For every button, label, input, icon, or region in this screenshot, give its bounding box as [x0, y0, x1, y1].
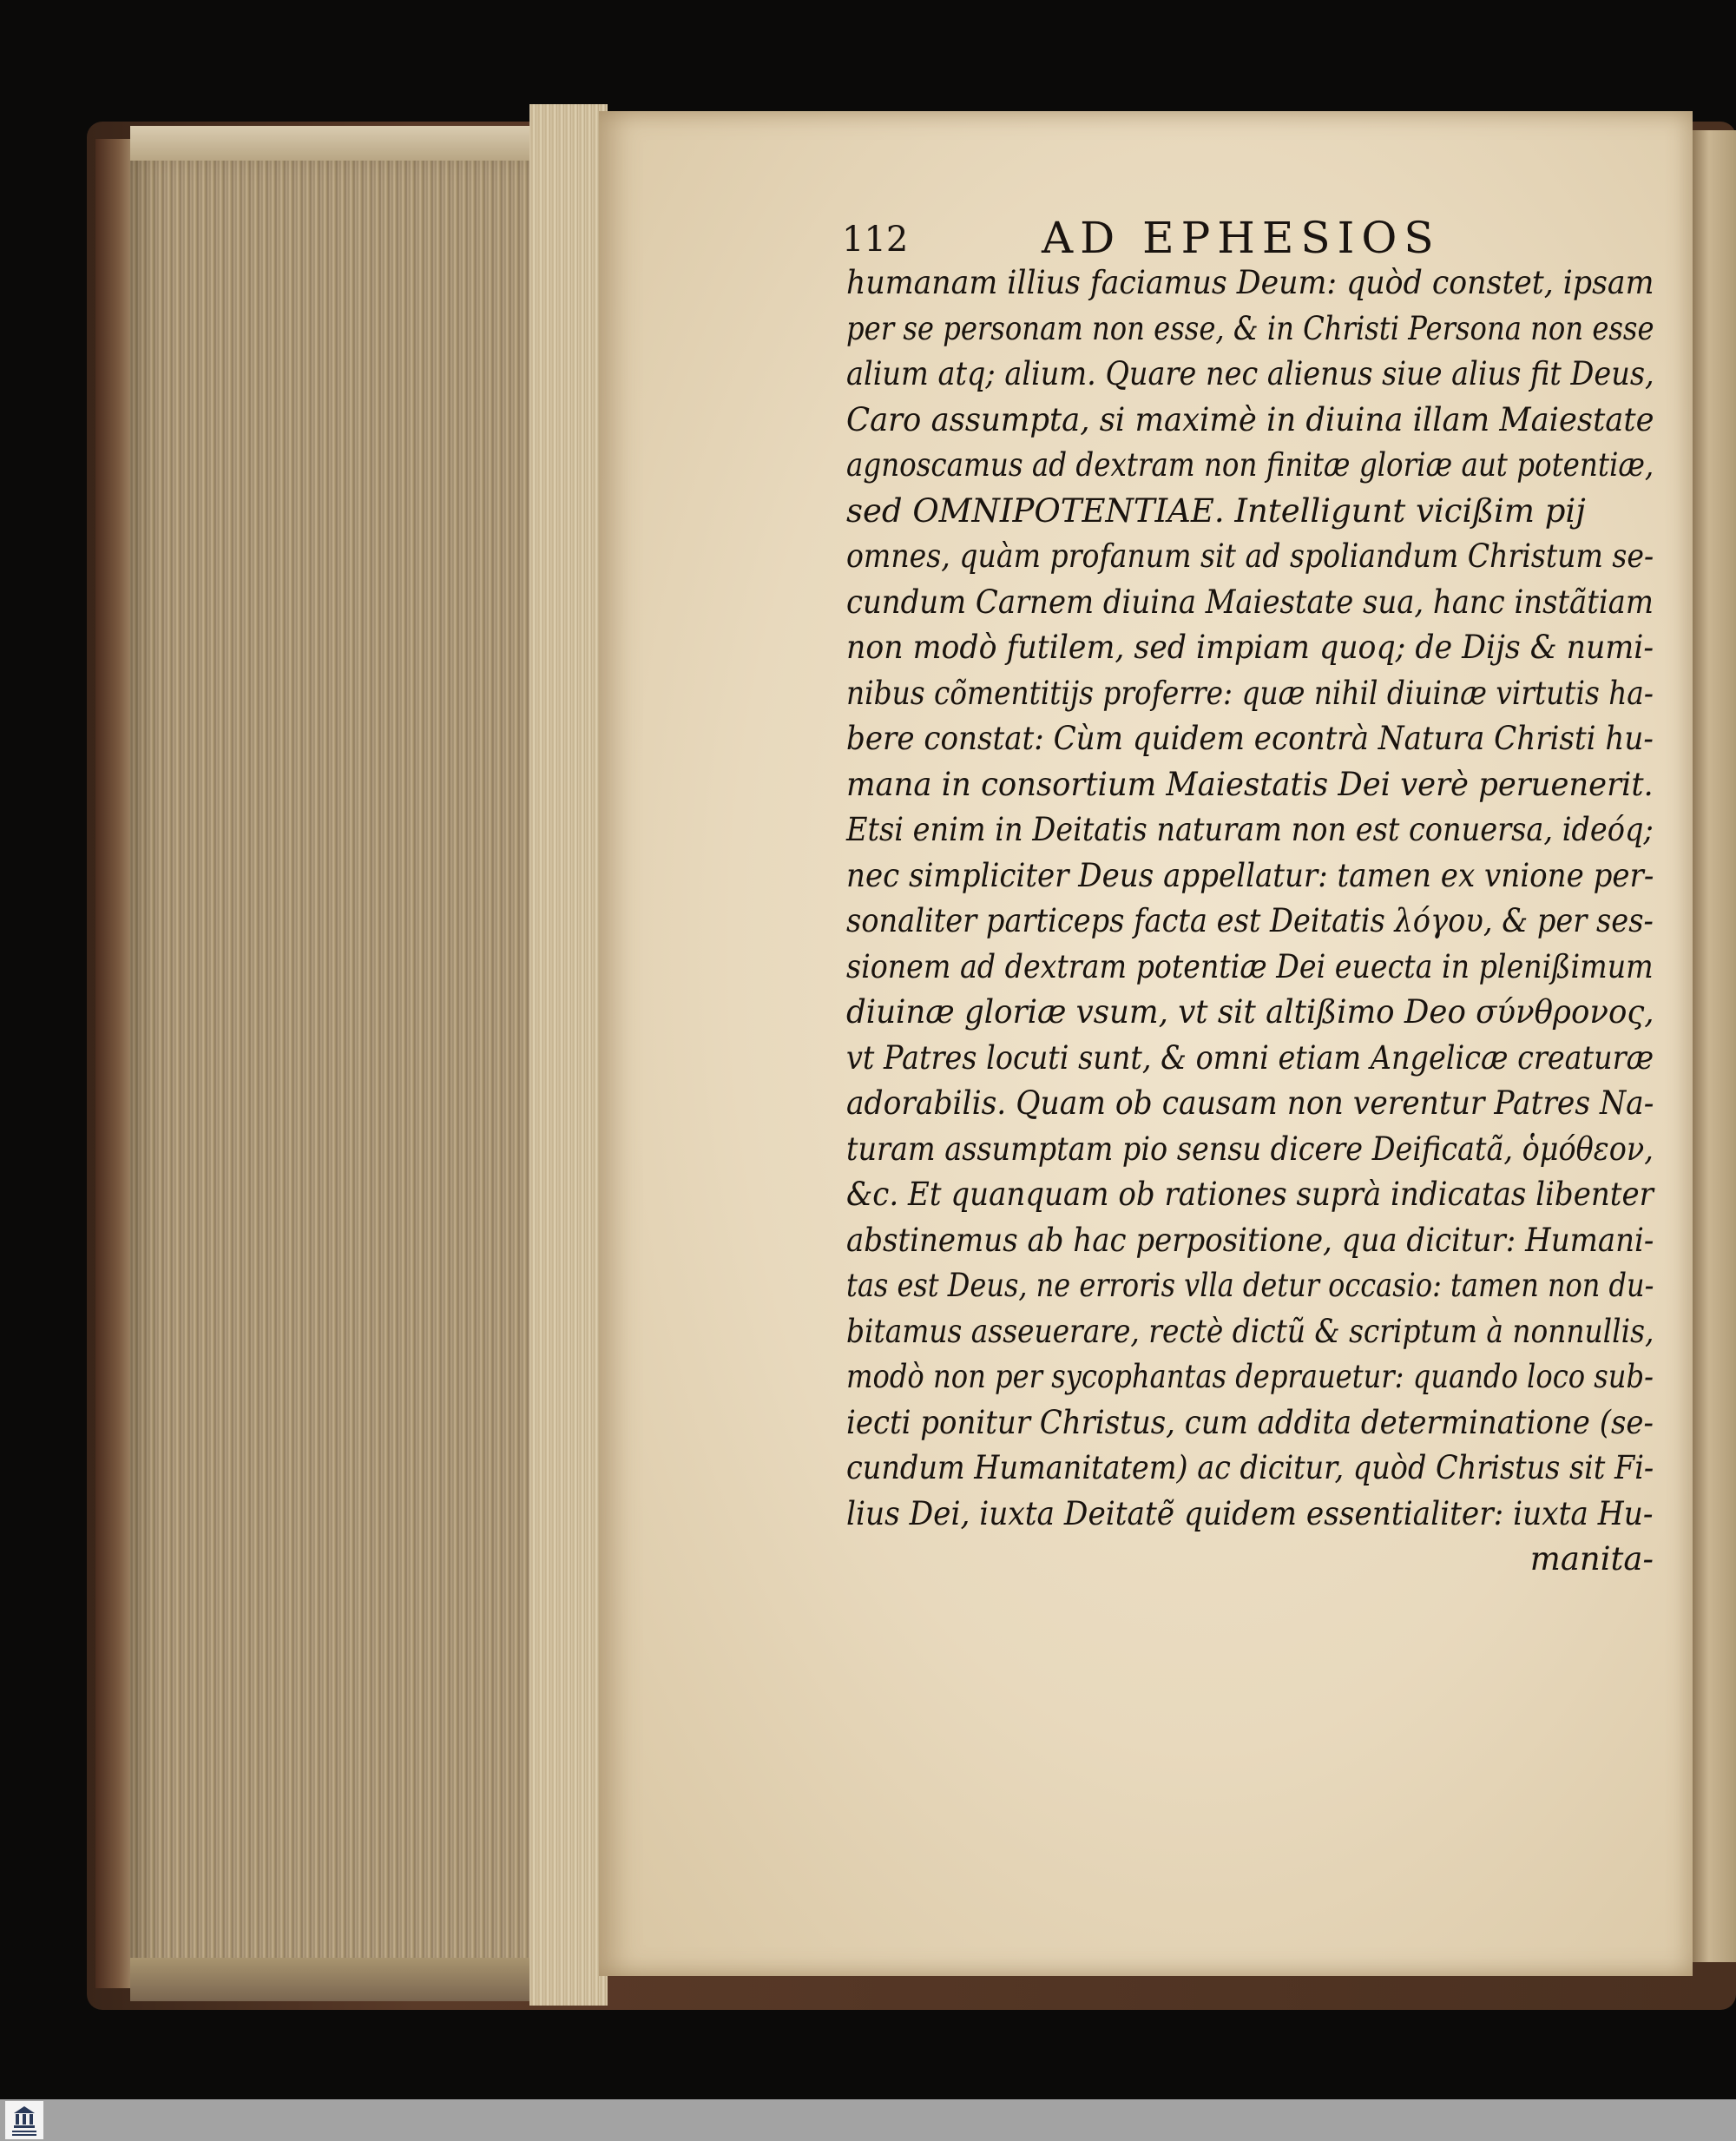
- next-leaf-edge: [1691, 130, 1736, 1962]
- library-building-icon[interactable]: [5, 2101, 43, 2139]
- running-head: AD EPHESIOS: [1042, 213, 1441, 263]
- text-line: Caro assumpta, si maximè in diuina illam Maiestate: [846, 400, 1654, 438]
- text-line: &c. Et quanquam ob rationes suprà indicatas libenter: [846, 1176, 1654, 1213]
- text-line: cundum Humanitatem) ac dicitur, quòd Christus sit Fi-: [846, 1449, 1654, 1486]
- body-text: [846, 260, 1654, 1719]
- text-line: vt Patres locuti sunt, & omni etiam Angelicæ creaturæ: [846, 1038, 1654, 1077]
- text-line: diuinæ gloriæ vsum, vt sit altißimo Deo σύνθρονος,: [846, 993, 1654, 1031]
- text-line: sionem ad dextram potentiæ Dei euecta in plenißimum: [846, 947, 1654, 985]
- text-line: sonaliter particeps facta est Deitatis λόγου, & per ses-: [846, 902, 1654, 939]
- text-line: bere constat: Cùm quidem econtrà Natura Christi hu-: [846, 720, 1654, 757]
- text-line: agnoscamus ad dextram non finitæ gloriæ aut potentiæ,: [846, 446, 1654, 484]
- text-line: alium atq; alium. Quare nec alienus siue alius fit Deus,: [846, 355, 1654, 392]
- text-line: per se personam non esse, & in Christi Persona non esse: [846, 309, 1654, 347]
- text-line: nibus cõmentitijs proferre: quæ nihil diuinæ virtutis ha-: [846, 674, 1654, 712]
- text-line: adorabilis. Quam ob causam non verentur Patres Na-: [846, 1084, 1654, 1122]
- catchword: manita-: [1529, 1540, 1654, 1578]
- text-line: iecti ponitur Christus, cum addita determinatione (se-: [846, 1403, 1654, 1441]
- text-line: omnes, quàm profanum sit ad spoliandum Christum se-: [846, 537, 1654, 575]
- page-number: 112: [842, 220, 909, 260]
- page-edge-bottom: [130, 1958, 595, 2001]
- text-line: mana in consortium Maiestatis Dei verè peruenerit.: [846, 765, 1654, 803]
- text-line: modò non per sycophantas deprauetur: quando loco sub-: [846, 1358, 1654, 1395]
- page-header: [842, 213, 1467, 265]
- page-edge-top: [130, 126, 595, 161]
- text-line: non modò futilem, sed impiam quoq; de Dijs & numi-: [846, 629, 1654, 666]
- text-line: nec simpliciter Deus appellatur: tamen ex vnione per-: [846, 856, 1654, 894]
- text-line: sed OMNIPOTENTIAE. Intelligunt vicißim pij: [846, 491, 1586, 530]
- binding-edge: [95, 139, 135, 1988]
- text-line: cundum Carnem diuina Maiestate sua, hanc instãtiam: [846, 583, 1654, 621]
- page-gutter: [529, 104, 608, 2006]
- text-line: lius Dei, iuxta Deitatẽ quidem essentialiter: iuxta Hu-: [846, 1494, 1654, 1532]
- text-line: tas est Deus, ne erroris vlla detur occasio: tamen non du-: [846, 1267, 1654, 1304]
- page-fore-edge: [130, 139, 595, 1997]
- text-line: turam assumptam pio sensu dicere Deificatã, ὁμόθεον,: [846, 1130, 1654, 1168]
- text-line: Etsi enim in Deitatis naturam non est conuersa, ideóq;: [846, 811, 1654, 848]
- viewer-footer-bar: [0, 2099, 1736, 2141]
- text-line: abstinemus ab hac perpositione, qua dicitur: Humani-: [846, 1221, 1654, 1259]
- text-line: bitamus asseuerare, rectè dictũ & scriptum à nonnullis,: [846, 1312, 1654, 1350]
- text-line: humanam illius faciamus Deum: quòd constet, ipsam: [846, 264, 1654, 301]
